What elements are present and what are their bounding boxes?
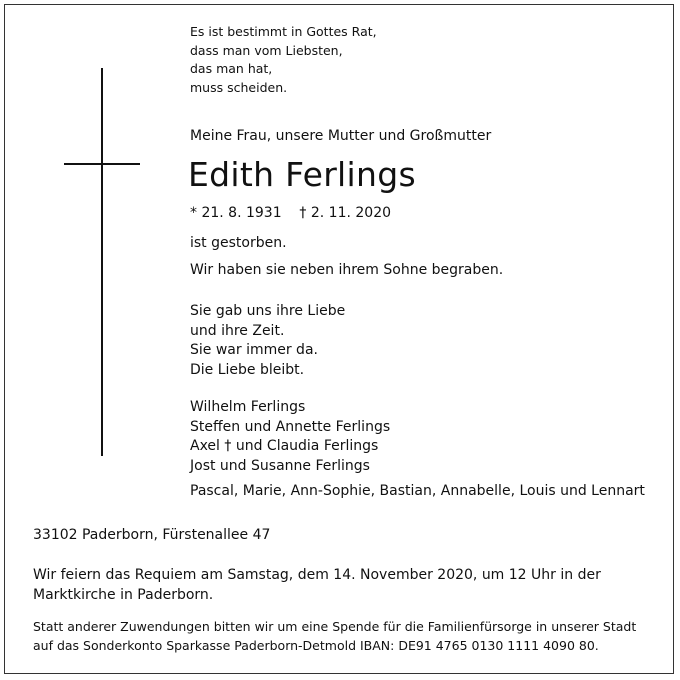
family-member: Axel † und Claudia Ferlings (190, 438, 379, 455)
poem-middle-line: und ihre Zeit. (190, 322, 285, 339)
buried-line: Wir haben sie neben ihrem Sohne begraben. (190, 262, 504, 278)
died-line: ist gestorben. (190, 235, 287, 251)
donation-line: Statt anderer Zuwendungen bitten wir um eine Spende für die Familienfürsorge in unserer Stadt (33, 619, 637, 634)
life-dates: * 21. 8. 1931 † 2. 11. 2020 (190, 205, 392, 221)
requiem-info (33, 566, 601, 605)
intro-line: Meine Frau, unsere Mutter und Großmutter (190, 128, 492, 144)
requiem-line: Wir feiern das Requiem am Samstag, dem 14. November 2020, um 12 Uhr in der (33, 567, 601, 583)
deceased-name: Edith Ferlings (188, 155, 416, 194)
family-member: Jost und Susanne Ferlings (190, 457, 370, 474)
poem-top-line: Es ist bestimmt in Gottes Rat, (190, 24, 377, 39)
address-line: 33102 Paderborn, Fürstenallee 47 (33, 527, 271, 543)
family-member: Steffen und Annette Ferlings (190, 418, 391, 435)
poem-top-line: das man hat, (190, 61, 273, 77)
poem-middle-line: Die Liebe bleibt. (190, 361, 305, 378)
donation-line: auf das Sonderkonto Sparkasse Paderborn-Detmold IBAN: DE91 4765 0130 1111 4090 80. (33, 637, 599, 653)
poem-middle (190, 302, 345, 380)
poem-middle-line: Sie gab uns ihre Liebe (190, 303, 346, 319)
family-list (190, 398, 390, 476)
donation-info (33, 618, 636, 655)
grandchildren-line: Pascal, Marie, Ann-Sophie, Bastian, Annabelle, Louis und Lennart (190, 483, 645, 499)
poem-top (190, 23, 377, 97)
poem-top-line: muss scheiden. (190, 79, 288, 95)
cross-vertical-bar (101, 68, 103, 456)
poem-top-line: dass man vom Liebsten, (190, 42, 343, 58)
poem-middle-line: Sie war immer da. (190, 342, 318, 359)
family-member: Wilhelm Ferlings (190, 399, 306, 415)
cross-horizontal-bar (64, 163, 140, 165)
requiem-line: Marktkirche in Paderborn. (33, 586, 214, 603)
